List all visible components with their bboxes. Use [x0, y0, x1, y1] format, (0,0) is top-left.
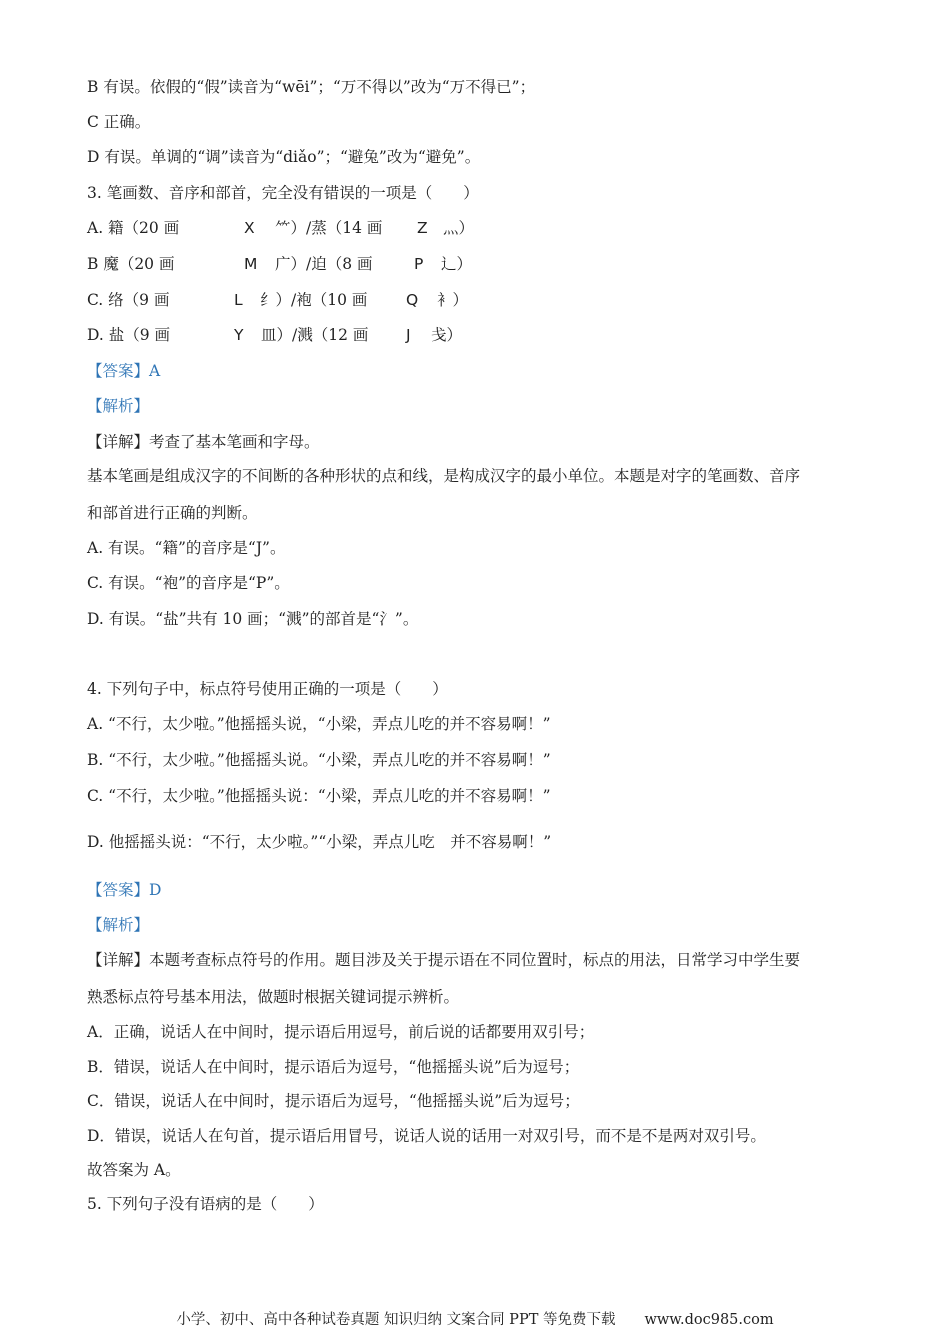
q2-analysis-d: D 有误。单调的“调”读音为“diǎo”；“避兔”改为“避免”。 — [87, 148, 481, 166]
q3-detail-d: D. 有误。“盐”共有 10 画；“溅”的部首是“氵”。 — [87, 610, 419, 628]
q4-detail-b: B．错误，说话人在中间时，提示语后为逗号，“他摇摇头说”后为逗号； — [87, 1058, 580, 1076]
q4-option-a: A. “不行，太少啦。”他摇摇头说，“小梁，弄点儿吃的并不容易啊！” — [87, 715, 551, 733]
q3-detail-c: C. 有误。“袍”的音序是“P”。 — [87, 574, 290, 592]
q3-detail: 【详解】考查了基本笔画和字母。 — [87, 433, 320, 451]
q2-analysis-c: C 正确。 — [87, 113, 151, 131]
page-footer: 小学、初中、高中各种试卷真题 知识归纳 文案合同 PPT 等免费下载 www.doc985.com — [176, 1312, 774, 1328]
q3-analysis-label: 【解析】 — [87, 397, 150, 415]
document-page: B 有误。依假的“假”读音为“wēi”；“万不得以”改为“万不得已”； C 正确。 D 有误。单调的“调”读音为“diǎo”；“避兔”改为“避免”。 3. 笔画数、音序和部首，完全没有错误的一项是（ ） A. 籍（20 画 X ⺮）/蒸（14 画 Z 灬） B 魔（20 画 M 广）/迫（8 画 P 辶） C. 络（9 画 L 纟）/袍（10 画 Q 衤） D. 盐（9 画 Y 皿）/溅（12 画 J 戋） 【答案】A 【解析】 【详解】考查了基本笔画和字母。 基本笔画是组成汉字的不间断的各种形状的点和线，是构成汉字的最小单位。本题是对字的笔画数、音序 和部首进行正确的判断。 A. 有误。“籍”的音序是“J”。 C. 有误。“袍”的音序是“P”。 D. 有误。“盐”共有 10 画；“溅”的部首是“氵”。 4. 下列句子中，标点符号使用正确的一项是（ ） A. “不行，太少啦。”他摇摇头说，“小梁，弄点儿吃的并不容易啊！” B. “不行，太少啦。”他摇摇头说。“小梁，弄点儿吃的并不容易啊！” C. “不行，太少啦。”他摇摇头说：“小梁，弄点儿吃的并不容易啊！” D. 他摇摇头说：“不行，太少啦。”“小梁，弄点儿吃 并不容易啊！” 【答案】D 【解析】 【详解】本题考查标点符号的作用。题目涉及关于提示语在不同位置时，标点的用法，日常学习中学生要 熟悉标点符号基本用法，做题时根据关键词提示辨析。 A．正确，说话人在中间时，提示语后用逗号，前后说的话都要用双引号； B．错误，说话人在中间时，提示语后为逗号，“他摇摇头说”后为逗号； C．错误，说话人在中间时，提示语后为逗号，“他摇摇头说”后为逗号； D．错误，说话人在句首，提示语后用冒号，说话人说的话用一对双引号，而不是不是两对双引号。 故答案为 A。 5. 下列句子没有语病的是（ ） 小学、初中、高中各种试卷真题 知识归纳 文案合同 PPT 等免费下载 www.doc985.com — [0, 0, 950, 1344]
q4-answer: 【答案】D — [87, 881, 162, 899]
q4-detail-c: C．错误，说话人在中间时，提示语后为逗号，“他摇摇头说”后为逗号； — [87, 1092, 580, 1110]
q3-answer: 【答案】A — [87, 362, 161, 380]
q4-analysis-label: 【解析】 — [87, 916, 150, 934]
q4-option-b: B. “不行，太少啦。”他摇摇头说。“小梁，弄点儿吃的并不容易啊！” — [87, 751, 551, 769]
q3-detail-para1: 基本笔画是组成汉字的不间断的各种形状的点和线，是构成汉字的最小单位。本题是对字的笔画数、音序 — [87, 467, 801, 485]
q3-stem: 3. 笔画数、音序和部首，完全没有错误的一项是（ ） — [87, 184, 479, 202]
q4-detail: 【详解】本题考查标点符号的作用。题目涉及关于提示语在不同位置时，标点的用法，日常学习中学生要 — [87, 951, 801, 969]
q4-stem: 4. 下列句子中，标点符号使用正确的一项是（ ） — [87, 680, 448, 698]
q5-stem: 5. 下列句子没有语病的是（ ） — [87, 1195, 324, 1213]
q4-detail-d: D．错误，说话人在句首，提示语后用冒号，说话人说的话用一对双引号，而不是不是两对双引号。 — [87, 1127, 766, 1145]
q4-option-d: D. 他摇摇头说：“不行，太少啦。”“小梁，弄点儿吃 并不容易啊！” — [87, 833, 552, 851]
q4-option-c: C. “不行，太少啦。”他摇摇头说：“小梁，弄点儿吃的并不容易啊！” — [87, 787, 551, 805]
q4-detail-para2: 熟悉标点符号基本用法，做题时根据关键词提示辨析。 — [87, 988, 460, 1006]
q4-conclusion: 故答案为 A。 — [87, 1161, 181, 1179]
q4-detail-a: A．正确，说话人在中间时，提示语后用逗号，前后说的话都要用双引号； — [87, 1023, 595, 1041]
q3-detail-para2: 和部首进行正确的判断。 — [87, 504, 258, 522]
q2-analysis-b: B 有误。依假的“假”读音为“wēi”；“万不得以”改为“万不得已”； — [87, 78, 536, 96]
q3-detail-a: A. 有误。“籍”的音序是“J”。 — [87, 539, 286, 557]
